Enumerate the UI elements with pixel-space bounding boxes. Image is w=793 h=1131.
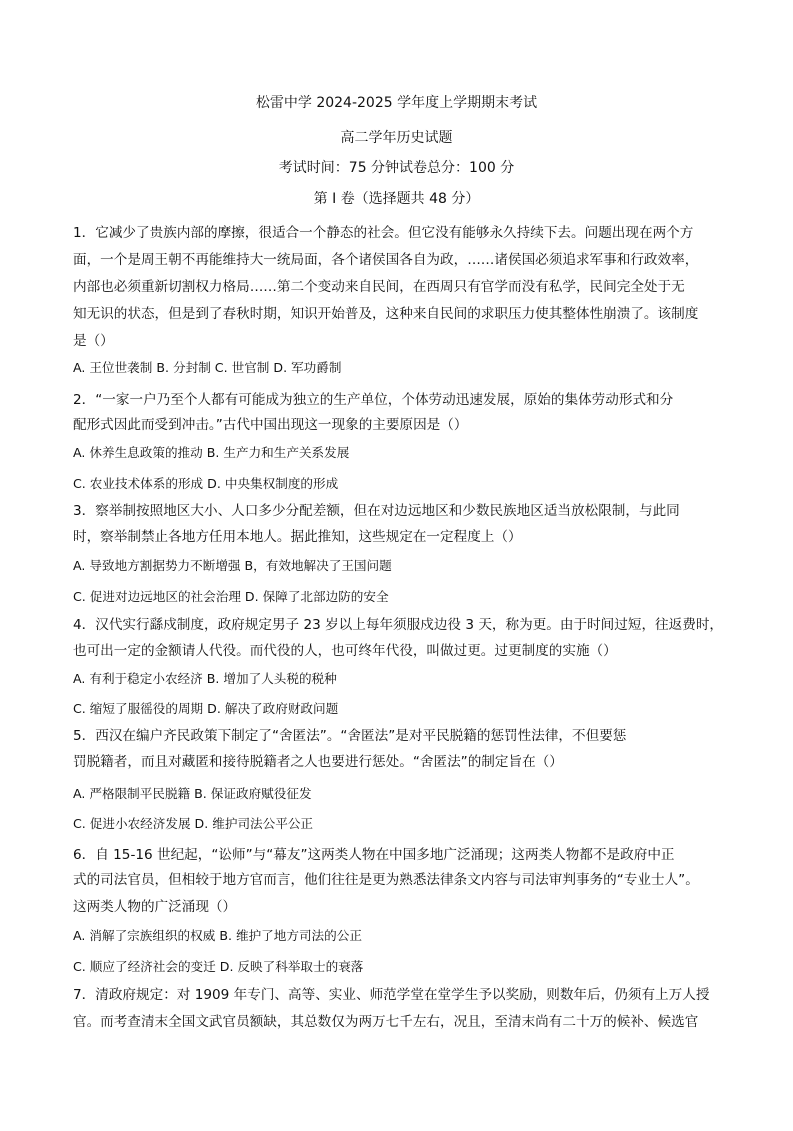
question-6-options: C. 顺应了经济社会的变迁 D. 反映了科举取士的衰落: [73, 959, 364, 974]
question-5-options: A. 严格限制平民脱籍 B. 保证政府赋役征发: [73, 786, 312, 801]
question-6-options: A. 消解了宗族组织的权威 B. 维护了地方司法的公正: [73, 928, 362, 943]
question-3-line: 3．察举制按照地区大小、人口多少分配差额，但在对边远地区和少数民族地区适当放松限制，与此同: [73, 503, 680, 519]
question-1-options: A. 王位世袭制 B. 分封制 C. 世官制 D. 军功爵制: [73, 360, 342, 375]
subject-title: 高二学年历史试题: [340, 130, 453, 146]
question-2-options: C. 农业技术体系的形成 D. 中央集权制度的形成: [73, 476, 339, 491]
question-4-line: 也可出一定的金额请人代役。而代役的人，也可终年代役，叫做过更。过更制度的实施（）: [73, 643, 617, 659]
exam-info: 考试时间：75 分钟试卷总分：100 分: [278, 160, 515, 176]
question-7-line: 7．清政府规定：对 1909 年专门、高等、实业、师范学堂在堂学生予以奖励，则数年后，仍须有上万人授: [73, 987, 710, 1003]
question-5-options: C. 促进小农经济发展 D. 维护司法公平公正: [73, 816, 314, 831]
question-4-line: 4．汉代实行繇戍制度，政府规定男子 23 岁以上每年须服戍边役 3 天，称为更。由于时间过短，往返费时，: [73, 617, 724, 633]
question-5-line: 5．西汉在编户齐民政策下制定了“舍匿法”。“舍匿法”是对平民脱籍的惩罚性法律，不但要惩: [73, 728, 627, 744]
question-2-line: 配形式因此而受到冲击。”古代中国出现这一现象的主要原因是（）: [73, 417, 468, 433]
question-5-line: 罚脱籍者，而且对藏匿和接待脱籍者之人也要进行惩处。“舍匿法”的制定旨在（）: [73, 754, 563, 770]
question-1-line: 是（）: [73, 333, 114, 349]
question-1-line: 内部也必须重新切割权力格局……第二个变动来自民间，在西周只有官学而没有私学，民间完全处于无: [73, 279, 685, 295]
question-2-options: A. 休养生息政策的推动 B. 生产力和生产关系发展: [73, 445, 350, 460]
question-1-line: 1．它减少了贵族内部的摩擦，很适合一个静态的社会。但它没有能够永久持续下去。问题出现在两个方: [73, 225, 694, 241]
question-7-line: 官。而考查清末全国文武官员额缺，其总数仅为两万七千左右，况且，至清末尚有二十万的候补、候选官: [73, 1014, 699, 1030]
question-6-line: 6．自 15-16 世纪起，“讼师”与“幕友”这两类人物在中国多地广泛涌现；这两类人物都不是政府中正: [73, 847, 675, 863]
school-title: 松雷中学 2024-2025 学年度上学期期末考试: [255, 95, 538, 111]
question-4-options: A. 有利于稳定小农经济 B. 增加了人头税的税种: [73, 671, 337, 686]
question-6-line: 式的司法官员，但相较于地方官而言，他们往往是更为熟悉法律条文内容与司法审判事务的“专业士人”。: [73, 872, 699, 888]
question-1-line: 知无识的状态，但是到了春秋时期，知识开始普及，这种来自民间的求职压力使其整体性崩溃了。该制度: [73, 306, 699, 322]
section-title: 第 I 卷（选择题共 48 分）: [313, 191, 480, 207]
question-6-line: 这两类人物的广泛涌现（）: [73, 899, 237, 915]
question-4-options: C. 缩短了服徭役的周期 D. 解决了政府财政问题: [73, 701, 339, 716]
question-3-options: C. 促进对边远地区的社会治理 D. 保障了北部边防的安全: [73, 589, 389, 604]
question-1-line: 面，一个是周王朝不再能维持大一统局面，各个诸侯国各自为政，……诸侯国必须追求军事和行政效率，: [73, 252, 699, 268]
question-3-options: A. 导致地方割据势力不断增强 B，有效地解决了王国问题: [73, 558, 392, 573]
question-2-line: 2．“一家一户乃至个人都有可能成为独立的生产单位，个体劳动迅速发展，原始的集体劳动形式和分: [73, 392, 674, 408]
question-3-line: 时，察举制禁止各地方任用本地人。据此推知，这些规定在一定程度上（）: [73, 529, 522, 545]
